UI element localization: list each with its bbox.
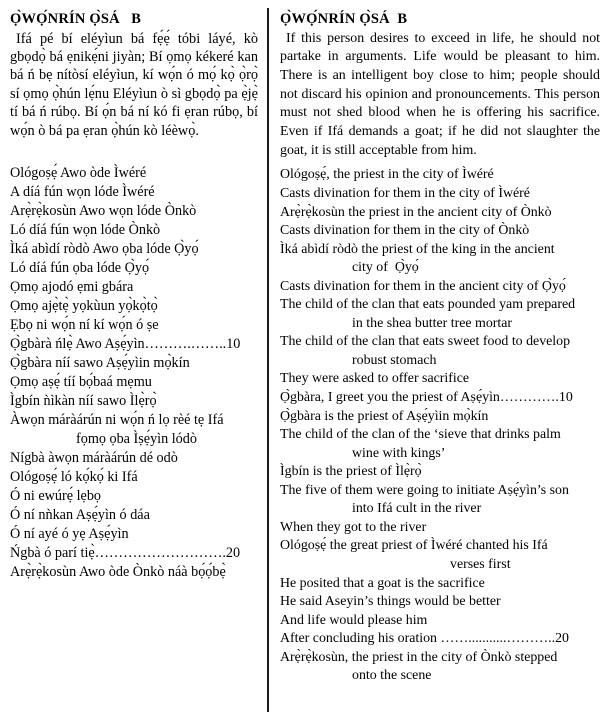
- verse-line: Ọmọ aṣẹ́ tíí bọ́baá mẹmu: [10, 374, 152, 391]
- english-verse-list: [280, 166, 600, 685]
- verse-line: fọmọ ọba Ìṣẹ́yìn lódò: [76, 431, 197, 448]
- verse-line: Casts divination for them in the city of Ìwéré: [280, 186, 530, 202]
- verse-line: Ọmọ ajẹ̀tẹ̀ yọkùun yọ̀kọ̀tọ̀: [10, 298, 158, 315]
- verse-line: in the shea butter tree mortar: [352, 315, 513, 331]
- verse-line: He posited that a goat is the sacrifice: [280, 575, 485, 591]
- verse-line: Ọ̀gbàra níí sawo Aṣẹ́yìin mọ̀kín: [10, 355, 190, 372]
- verse-line: Arẹ̀rẹ̀kosùn, the priest in the city of Ònkò stepped: [280, 649, 558, 665]
- verse-line: After concluding his oration ……...........………..20: [280, 631, 569, 647]
- verse-line: Ọ̀gbàra is the priest of Aṣẹ́yìin mọ̀kín: [280, 408, 489, 424]
- verse-line: The child of the clan of the ‘sieve that drinks palm: [280, 427, 561, 443]
- verse-line: Nígbà àwọn máràárún dé odò: [10, 450, 178, 467]
- verse-line: verses first: [450, 556, 511, 572]
- verse-line: Ológoṣẹ́ Awo òde Ìwéré: [10, 165, 147, 182]
- verse-line: He said Aseyin’s things would be better: [280, 594, 501, 610]
- verse-line: Ìgbín is the priest of Ìlẹ̀rọ̀: [280, 464, 422, 480]
- verse-line: When they got to the river: [280, 519, 427, 535]
- verse-line: Ló díá fún wọn lóde Ònkò: [10, 222, 161, 239]
- yoruba-column: [0, 0, 264, 582]
- verse-line: Ó ní ayé ó yẹ Aṣẹ́yìn: [10, 526, 129, 543]
- verse-line: Arẹ̀rẹ̀kosùn Awo òde Ònkò náà bọ́ọ́bẹ̀: [10, 564, 226, 581]
- verse-line: Ló díá fún ọba lóde Ọ̀yọ́: [10, 260, 150, 277]
- verse-line: Casts divination for them in the ancient city of Ọ̀yọ́: [280, 278, 566, 294]
- verse-line: Ó ní nǹkan Aṣẹ́yìn ó dáa: [10, 507, 150, 524]
- verse-line: Ọ̀gbàrà ńlẹ̀ Awo Aṣẹ́yìn……….……..10: [10, 336, 241, 353]
- verse-line: Arẹ̀rẹ̀kosùn the priest in the ancient city of Ònkò: [280, 204, 552, 220]
- verse-line: The child of the clan that eats sweet food to develop: [280, 334, 571, 350]
- verse-line: Ẹbọ ni wọ́n ní kí wọ́n ó ṣe: [10, 317, 159, 334]
- verse-line: Ọ̀gbàra, I greet you the priest of Aṣẹ́yìn………….10: [280, 390, 573, 406]
- column-divider-rule: [267, 8, 269, 712]
- verse-line: Ọmọ ajodó ẹmi gbára: [10, 279, 134, 296]
- verse-line: Ó ni ewúrẹ́ lẹbọ: [10, 488, 102, 505]
- verse-line: A díá fún wọn lóde Ìwéré: [10, 184, 155, 201]
- verse-line: They were asked to offer sacrifice: [280, 371, 470, 387]
- yoruba-section-spacer: [10, 140, 258, 164]
- verse-line: Ìgbín ǹìkàn níí sawo Ìlẹ̀rọ̀: [10, 393, 157, 410]
- verse-line: Casts divination for them in the city of Ònkò: [280, 223, 530, 239]
- verse-line: Ńgbà ó parí tiẹ̀……………………….20: [10, 545, 241, 562]
- verse-line: Ológoṣẹ́, the priest in the city of Ìwéré: [280, 167, 494, 183]
- verse-line: into Ifá cult in the river: [352, 501, 482, 517]
- verse-line: The five of them were going to initiate Aṣẹ́yìn’s son: [280, 482, 569, 498]
- verse-line: Ìká abìdí ròdò Awo ọba lóde Ọ̀yọ́: [10, 241, 199, 258]
- english-odu-title: Ọ̀WỌ́NRÍN Ọ̀SÁ B: [280, 11, 408, 27]
- verse-line: Ìká abìdí ròdò the priest of the king in the ancient: [280, 241, 555, 257]
- yoruba-intro-paragraph: Ifá pé bí eléyìun bá fẹ́ẹ́ tóbi láyé, kò gbọdọ̀ bá ẹnikẹ́ni jiyàn; Bí ọmọ kékeré kan bá ń bẹ nítòsí eléyìun, kí wọ́n ó mọ́ kọ̀ ọ̀rọ̀ sí ọmọ ọ̀hún lẹ́nu Eléyìun ò sì gbọdọ̀ pa ẹ̀jẹ̀ tí bá ń rúbọ. Bí ọ́n bá ní kó fi ẹran rúbọ, bí wọ́n ò bá pa ẹran ọ̀hún kò léèwọ̀.: [10, 30, 258, 139]
- english-intro-paragraph: If this person desires to exceed in life, he should not partake in arguments. Life would be pleasant to him. There is an intelligent boy close to him; people should not discard his opinion and pronouncements. This person must not shed blood when he is offering his sacrifice. Even if Ifá demands a goat; if he did not slaughter the goat, it is still acceptable from him.: [280, 30, 600, 158]
- verse-line: wine with kings’: [352, 445, 446, 461]
- verse-line: Ológoṣẹ́ ló kọ́kọ́ ki Ifá: [10, 469, 138, 486]
- verse-line: city of Ọ̀yọ́: [352, 260, 419, 276]
- yoruba-verse-list: [10, 164, 258, 582]
- english-column: [272, 0, 606, 686]
- verse-line: And life would please him: [280, 612, 428, 628]
- verse-line: Àwọn máràárún ni wọ́n ń lọ rèé tẹ Ifá: [10, 412, 224, 429]
- verse-line: onto the scene: [352, 668, 432, 684]
- yoruba-odu-title: Ọ̀WỌ́NRÍN Ọ̀SÁ B: [10, 11, 142, 27]
- verse-line: Ológoṣẹ́ the great priest of Ìwéré chanted his Ifá: [280, 538, 548, 554]
- verse-line: The child of the clan that eats pounded yam prepared: [280, 297, 576, 313]
- verse-line: Arẹ̀rẹ̀kosùn Awo wọn lóde Ònkò: [10, 203, 197, 220]
- verse-line: robust stomach: [352, 352, 437, 368]
